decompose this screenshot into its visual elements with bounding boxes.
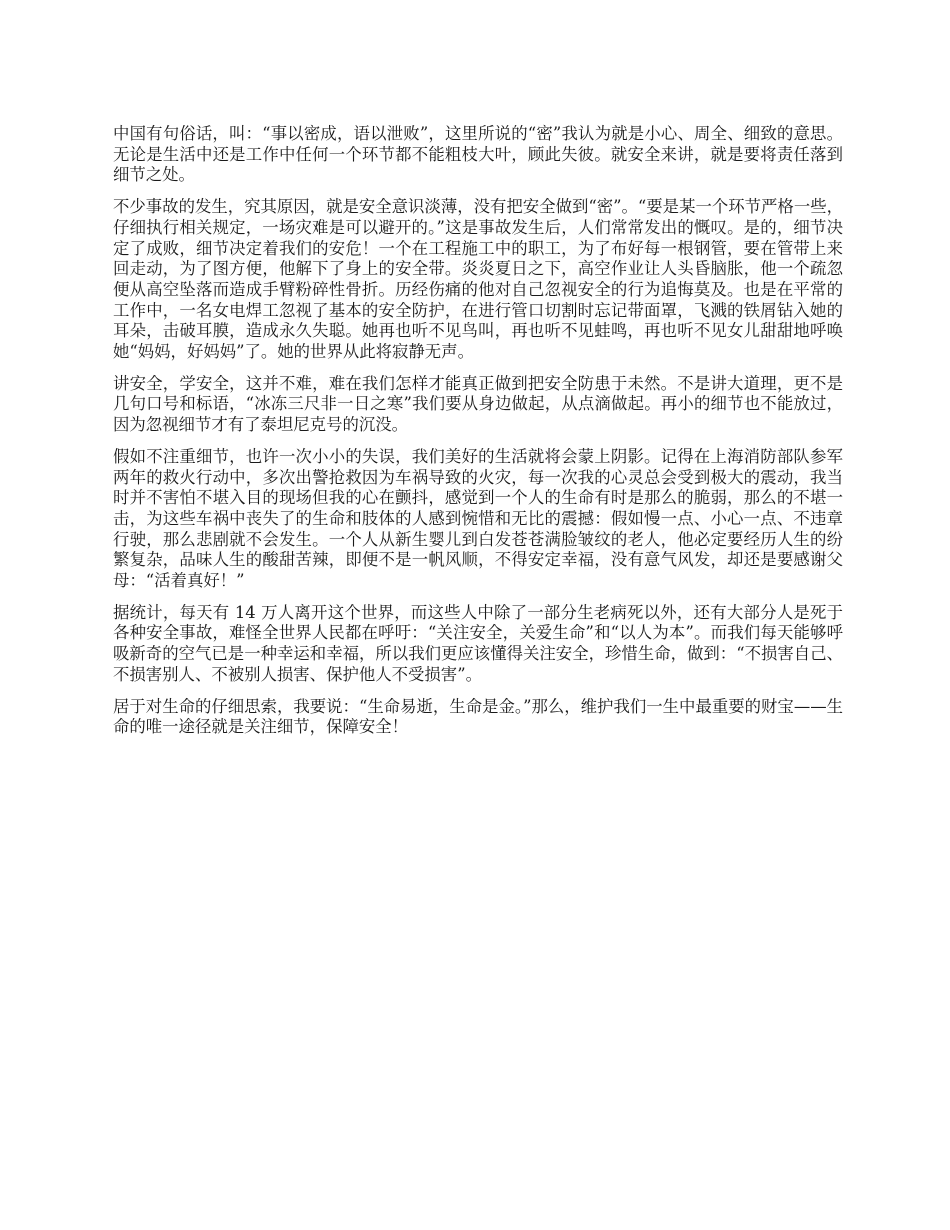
- paragraph-3: 讲安全，学安全，这并不难，难在我们怎样才能真正做到把安全防患于未然。不是讲大道理，更不是几句口号和标语，“冰冻三尺非一日之寒”我们要从身边做起，从点滴做起。再小的细节也不能放过，因为忽视细节才有了泰坦尼克号的沉没。: [113, 373, 843, 435]
- paragraph-1: 中国有句俗话，叫：“事以密成，语以泄败”，这里所说的“密”我认为就是小心、周全、细致的意思。无论是生活中还是工作中任何一个环节都不能粗枝大叶，顾此失彼。就安全来讲，就是要将责任落到细节之处。: [113, 124, 843, 185]
- document-body: [113, 124, 843, 749]
- paragraph-5: 据统计，每天有 14 万人离开这个世界，而这些人中除了一部分生老病死以外，还有大部分人是死于各种安全事故，难怪全世界人民都在呼吁：“关注安全，关爱生命”和“以人为本”。而我们每天能够呼吸新奇的空气已是一种幸运和幸福，所以我们更应该懂得关注安全，珍惜生命，做到：“不损害自己、不损害别人、不被别人损害、保护他人不受损害”。: [113, 602, 843, 684]
- paragraph-2: 不少事故的发生，究其原因，就是安全意识淡薄，没有把安全做到“密”。“要是某一个环节严格一些，仔细执行相关规定，一场灾难是可以避开的。”这是事故发生后，人们常常发出的慨叹。是的，细节决定了成败，细节决定着我们的安危！一个在工程施工中的职工，为了布好每一根钢管，要在管带上来回走动，为了图方便，他解下了身上的安全带。炎炎夏日之下，高空作业让人头昏脑胀，他一个疏忽便从高空坠落而造成手臂粉碎性骨折。历经伤痛的他对自己忽视安全的行为追悔莫及。也是在平常的工作中，一名女电焊工忽视了基本的安全防护，在进行管口切割时忘记带面罩，飞溅的铁屑钻入她的耳朵，击破耳膜，造成永久失聪。她再也听不见鸟叫，再也听不见蛙鸣，再也听不见女儿甜甜地呼唤她“妈妈，好妈妈”了。她的世界从此将寂静无声。: [113, 197, 843, 362]
- paragraph-4: 假如不注重细节，也许一次小小的失误，我们美好的生活就将会蒙上阴影。记得在上海消防部队参军两年的救火行动中，多次出警抢救因为车祸导致的火灾，每一次我的心灵总会受到极大的震动，我当时并不害怕不堪入目的现场但我的心在颤抖，感觉到一个人的生命有时是那么的脆弱，那么的不堪一击，为这些车祸中丧失了的生命和肢体的人感到惋惜和无比的震撼：假如慢一点、小心一点、不违章行驶，那么悲剧就不会发生。一个人从新生婴儿到白发苍苍满脸皱纹的老人，他必定要经历人生的纷繁复杂，品味人生的酸甜苦辣，即便不是一帆风顺，不得安定幸福，没有意气风发，却还是要感谢父母：“活着真好！”: [113, 446, 843, 591]
- paragraph-6: 居于对生命的仔细思索，我要说：“生命易逝，生命是金。”那么，维护我们一生中最重要的财宝——生命的唯一途径就是关注细节，保障安全！: [113, 696, 843, 737]
